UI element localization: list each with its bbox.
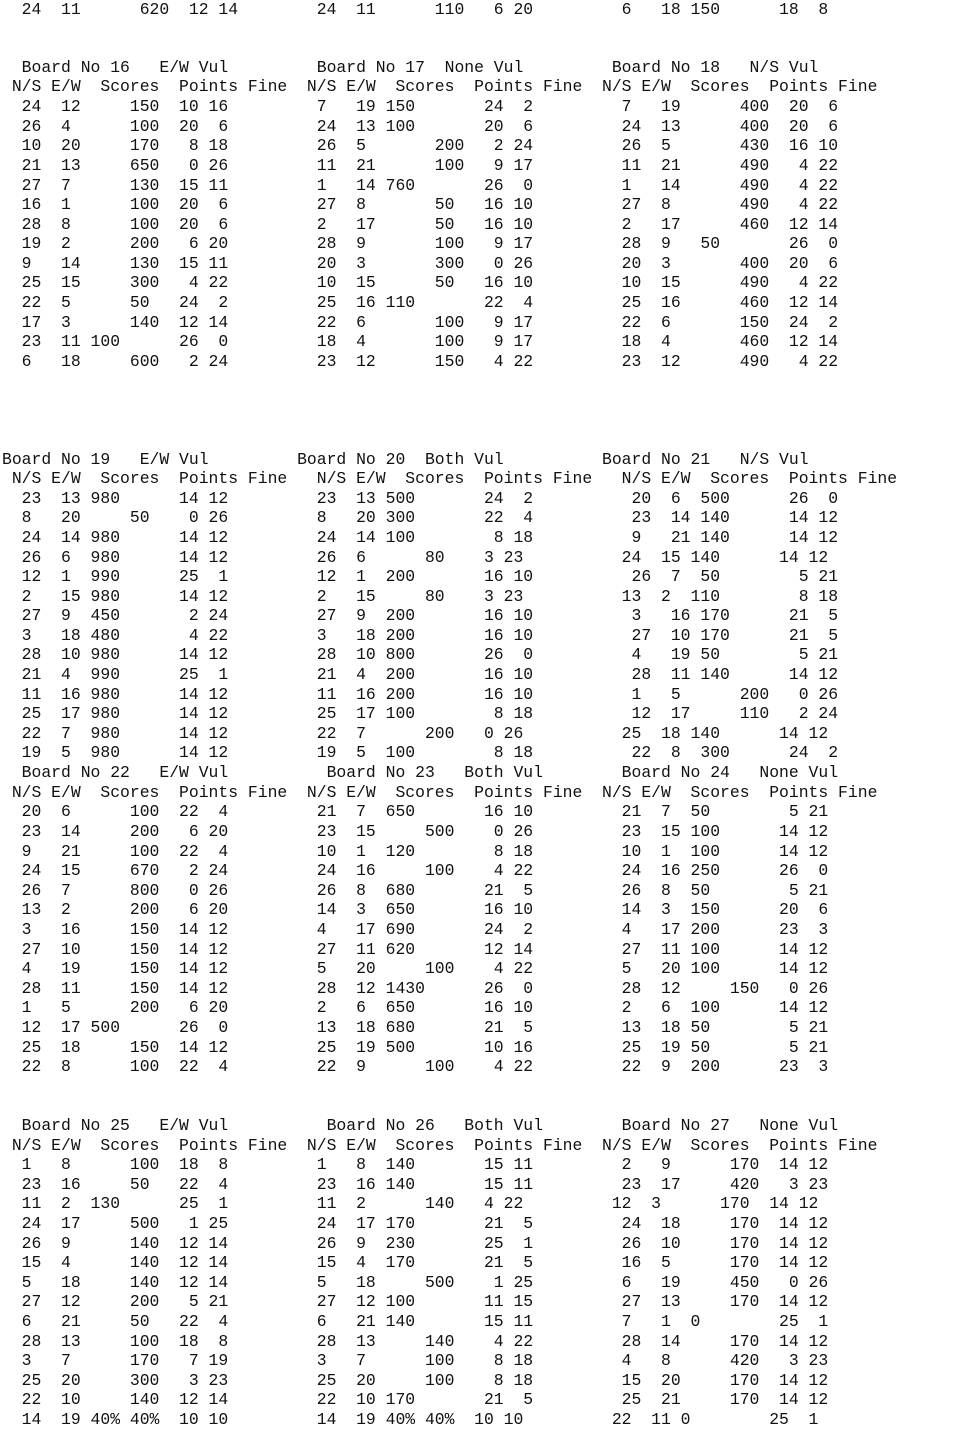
score-row-line: 23 11 100 26 0 18 4 100 9 17 18 4 460 12 14 [2,332,839,351]
score-row-line: 28 11 150 14 12 28 12 1430 26 0 28 12 150 0 26 [2,979,829,998]
score-row-line: 25 15 300 4 22 10 15 50 16 10 10 15 490 4 22 [2,273,839,292]
board-header-line: Board No 19 E/W Vul Board No 20 Both Vul Board No 21 N/S Vul [2,450,809,469]
score-row-line: 24 15 670 2 24 24 16 100 4 22 24 16 250 26 0 [2,861,829,880]
score-row-line: 22 8 100 22 4 22 9 100 4 22 22 9 200 23 3 [2,1057,829,1076]
score-row-line: 27 7 130 15 11 1 14 760 26 0 1 14 490 4 22 [2,176,839,195]
score-row-line: 3 7 170 7 19 3 7 100 8 18 4 8 420 3 23 [2,1351,829,1370]
score-row-line: 26 9 140 12 14 26 9 230 25 1 26 10 170 14 12 [2,1234,829,1253]
column-header-line: N/S E/W Scores Points Fine N/S E/W Scores Points Fine N/S E/W Scores Points Fine [2,77,878,96]
score-row-line: 6 18 600 2 24 23 12 150 4 22 23 12 490 4 22 [2,352,839,371]
score-row-line: 23 14 200 6 20 23 15 500 0 26 23 15 100 14 12 [2,822,829,841]
score-row-line: 28 10 980 14 12 28 10 800 26 0 4 19 50 5 21 [2,645,839,664]
score-row-line: 13 2 200 6 20 14 3 650 16 10 14 3 150 20 6 [2,900,829,919]
score-row-line: 8 20 50 0 26 8 20 300 22 4 23 14 140 14 12 [2,508,839,527]
score-row-line: 22 7 980 14 12 22 7 200 0 26 25 18 140 14 12 [2,724,829,743]
score-row-line: 9 21 100 22 4 10 1 120 8 18 10 1 100 14 12 [2,842,829,861]
score-row-line: 2 15 980 14 12 2 15 80 3 23 13 2 110 8 18 [2,587,839,606]
score-row-line: 19 2 200 6 20 28 9 100 9 17 28 9 50 26 0 [2,234,839,253]
score-row-line: 22 10 140 12 14 22 10 170 21 5 25 21 170 14 12 [2,1390,829,1409]
score-row-line: 27 9 450 2 24 27 9 200 16 10 3 16 170 21 5 [2,606,839,625]
score-row-line: 26 6 980 14 12 26 6 80 3 23 24 15 140 14 12 [2,548,829,567]
score-row-line: 12 1 990 25 1 12 1 200 16 10 26 7 50 5 21 [2,567,839,586]
score-row-line: 4 19 150 14 12 5 20 100 4 22 5 20 100 14 12 [2,959,829,978]
score-row-line: 27 10 150 14 12 27 11 620 12 14 27 11 100 14 12 [2,940,829,959]
score-row-line: 23 16 50 22 4 23 16 140 15 11 23 17 420 3 23 [2,1175,829,1194]
score-row-line: 3 16 150 14 12 4 17 690 24 2 4 17 200 23 3 [2,920,829,939]
score-row-line: 1 8 100 18 8 1 8 140 15 11 2 9 170 14 12 [2,1155,829,1174]
score-row-line: 28 8 100 20 6 2 17 50 16 10 2 17 460 12 14 [2,215,839,234]
score-row-line: 22 5 50 24 2 25 16 110 22 4 25 16 460 12 14 [2,293,839,312]
column-header-line: N/S E/W Scores Points Fine N/S E/W Scores Points Fine N/S E/W Scores Points Fine [2,469,898,488]
score-row-line: 19 5 980 14 12 19 5 100 8 18 22 8 300 24 2 [2,743,839,762]
score-row-line: 24 11 620 12 14 24 11 110 6 20 6 18 150 18 8 [2,0,829,19]
board-header-line: Board No 25 E/W Vul Board No 26 Both Vul Board No 27 None Vul [2,1116,839,1135]
board-header-line: Board No 22 E/W Vul Board No 23 Both Vul Board No 24 None Vul [2,763,839,782]
score-row-line: 25 20 300 3 23 25 20 100 8 18 15 20 170 14 12 [2,1371,829,1390]
score-row-line: 21 4 990 25 1 21 4 200 16 10 28 11 140 14 12 [2,665,839,684]
score-row-line: 20 6 100 22 4 21 7 650 16 10 21 7 50 5 21 [2,802,829,821]
score-row-line: 26 4 100 20 6 24 13 100 20 6 24 13 400 20 6 [2,117,839,136]
score-row-line: 6 21 50 22 4 6 21 140 15 11 7 1 0 25 1 [2,1312,829,1331]
score-row-line: 25 17 980 14 12 25 17 100 8 18 12 17 110 2 24 [2,704,839,723]
score-row-line: 15 4 140 12 14 15 4 170 21 5 16 5 170 14 12 [2,1253,829,1272]
score-row-line: 24 12 150 10 16 7 19 150 24 2 7 19 400 20 6 [2,97,839,116]
score-row-line: 25 18 150 14 12 25 19 500 10 16 25 19 50 5 21 [2,1038,829,1057]
board-header-line: Board No 16 E/W Vul Board No 17 None Vul Board No 18 N/S Vul [2,58,819,77]
score-row-line: 11 2 130 25 1 11 2 140 4 22 12 3 170 14 12 [2,1194,819,1213]
score-row-line: 28 13 100 18 8 28 13 140 4 22 28 14 170 14 12 [2,1332,829,1351]
column-header-line: N/S E/W Scores Points Fine N/S E/W Scores Points Fine N/S E/W Scores Points Fine [2,1136,878,1155]
score-row-line: 24 17 500 1 25 24 17 170 21 5 24 18 170 14 12 [2,1214,829,1233]
score-row-line: 17 3 140 12 14 22 6 100 9 17 22 6 150 24 2 [2,313,839,332]
score-row-line: 3 18 480 4 22 3 18 200 16 10 27 10 170 21 5 [2,626,839,645]
score-row-line: 1 5 200 6 20 2 6 650 16 10 2 6 100 14 12 [2,998,829,1017]
score-row-line: 14 19 40% 40% 10 10 14 19 40% 40% 10 10 22 11 0 25 1 [2,1410,819,1429]
score-row-line: 16 1 100 20 6 27 8 50 16 10 27 8 490 4 22 [2,195,839,214]
score-row-line: 11 16 980 14 12 11 16 200 16 10 1 5 200 0 26 [2,685,839,704]
score-row-line: 26 7 800 0 26 26 8 680 21 5 26 8 50 5 21 [2,881,829,900]
score-row-line: 27 12 200 5 21 27 12 100 11 15 27 13 170 14 12 [2,1292,829,1311]
score-row-line: 24 14 980 14 12 24 14 100 8 18 9 21 140 14 12 [2,528,839,547]
score-row-line: 21 13 650 0 26 11 21 100 9 17 11 21 490 4 22 [2,156,839,175]
score-row-line: 12 17 500 26 0 13 18 680 21 5 13 18 50 5 21 [2,1018,829,1037]
score-row-line: 23 13 980 14 12 23 13 500 24 2 20 6 500 26 0 [2,489,839,508]
score-row-line: 10 20 170 8 18 26 5 200 2 24 26 5 430 16 10 [2,136,839,155]
column-header-line: N/S E/W Scores Points Fine N/S E/W Scores Points Fine N/S E/W Scores Points Fine [2,783,878,802]
score-row-line: 5 18 140 12 14 5 18 500 1 25 6 19 450 0 26 [2,1273,829,1292]
score-row-line: 9 14 130 15 11 20 3 300 0 26 20 3 400 20 6 [2,254,839,273]
